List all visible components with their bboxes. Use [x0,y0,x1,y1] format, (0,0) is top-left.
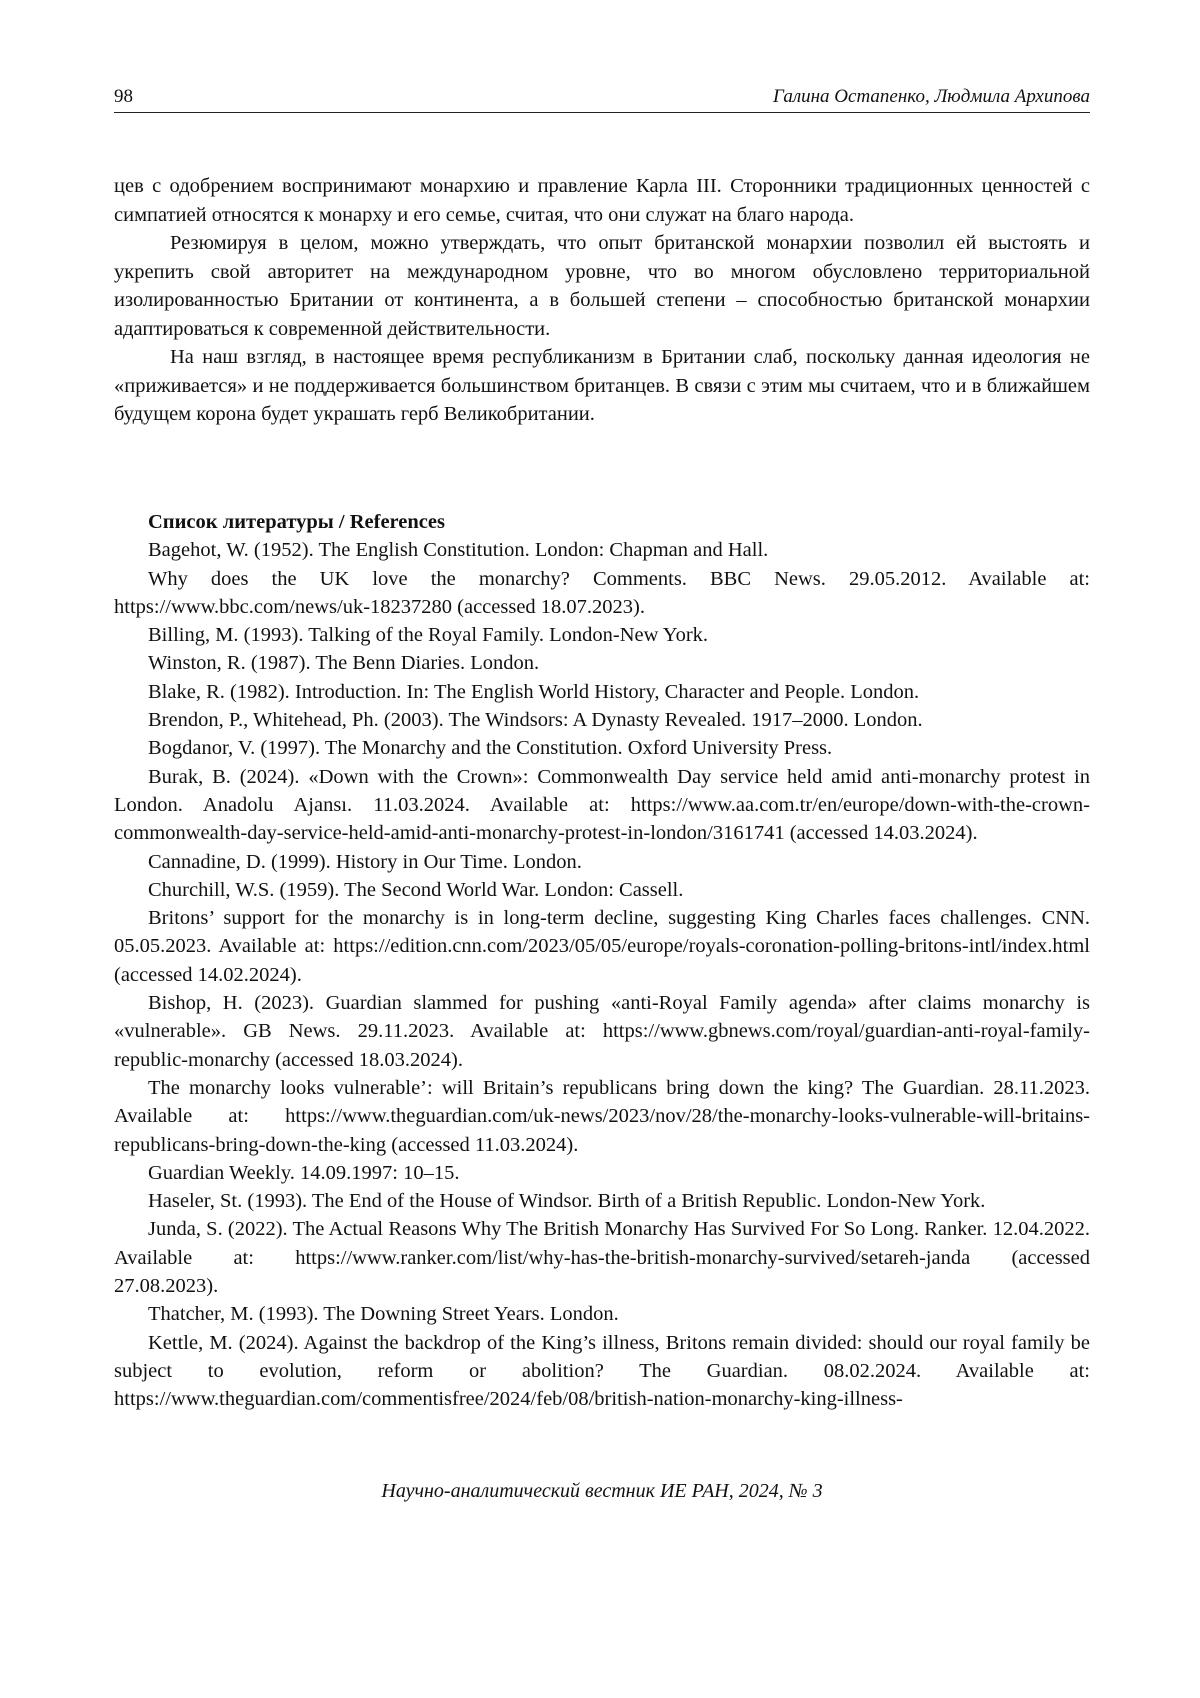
reference-item: Cannadine, D. (1999). History in Our Time. London. [148,850,582,873]
reference-item: Burak, B. (2024). «Down with the Crown»: Commonwealth Day service held amid anti-monarchy protest in London. Anadolu Ajansı. 11.03.2024. Available at: https://www.aa.com.tr/en/europe/down-with-the-crown-commonwealth-day-service-held-amid-anti-monarchy-protest-in-london/3161741 (accessed 14.03.2024). [114,765,1090,845]
journal-footer: Научно-аналитический вестник ИЕ РАН, 2024, № 3 [381,1480,823,1502]
body-paragraph: Резюмируя в целом, можно утверждать, что опыт британской монархии позволил ей выстоять и укрепить свой авторитет на международном уровне, что во многом обусловлено территориальной изолированностью Британии от континента, а в большей степени – способностью британской монархии адаптироваться к современной действительности. [114,232,1090,340]
reference-item: The monarchy looks vulnerable’: will Britain’s republicans bring down the king? The Guardian. 28.11.2023. Available at: https://www.theguardian.com/uk-news/2023/nov/28/the-monarchy-looks-vulnerable-will-britains-republicans-bring-down-the-king (accessed 11.03.2024). [114,1076,1090,1156]
references-section [114,508,1090,1414]
reference-item: Junda, S. (2022). The Actual Reasons Why The British Monarchy Has Survived For So Long. Ranker. 12.04.2022. Available at: https://www.ranker.com/list/why-has-the-british-monarchy-survived/setareh-janda (accessed 27.08.2023). [114,1218,1090,1298]
reference-item: Why does the UK love the monarchy? Comments. BBC News. 29.05.2012. Available at: https://www.bbc.com/news/uk-18237280 (accessed 18.07.2023). [114,567,1090,618]
reference-item: Britons’ support for the monarchy is in long-term decline, suggesting King Charles faces challenges. CNN. 05.05.2023. Available at: https://edition.cnn.com/2023/05/05/europe/royals-coronation-polling-britons-intl/index.html (accessed 14.02.2024). [114,907,1090,986]
reference-item: Winston, R. (1987). The Benn Diaries. London. [148,652,540,675]
reference-item: Billing, M. (1993). Talking of the Royal Family. London-New York. [148,624,709,647]
body-paragraph: цев с одобрением воспринимают монархию и правление Карла III. Сторонники традиционных ценностей с симпатией относятся к монарху и его семье, считая, что они служат на благо народа. [114,175,1090,226]
reference-item: Guardian Weekly. 14.09.1997: 10–15. [148,1161,460,1184]
reference-item: Bogdanor, V. (1997). The Monarchy and the Constitution. Oxford University Press. [148,737,833,760]
reference-item: Blake, R. (1982). Introduction. In: The English World History, Character and People. London. [148,680,920,703]
page-number: 98 [114,86,133,107]
article-body [114,172,1090,429]
running-head-authors: Галина Остапенко, Людмила Архипова [773,86,1090,107]
journal-page [114,0,1090,1698]
references-list [114,536,1090,1413]
reference-item: Thatcher, M. (1993). The Downing Street Years. London. [148,1303,619,1326]
reference-item: Haseler, St. (1993). The End of the House of Windsor. Birth of a British Republic. London-New York. [148,1190,986,1213]
reference-item: Kettle, M. (2024). Against the backdrop of the King’s illness, Britons remain divided: should our royal family be subject to evolution, reform or abolition? The Guardian. 08.02.2024. Available at: https://www.theguardian.com/commentisfree/2024/feb/08/british-nation-monarchy-king-illness- [114,1331,1090,1411]
references-heading: Список литературы / References [148,511,445,533]
running-head [114,86,1090,113]
body-paragraph: На наш взгляд, в настоящее время республиканизм в Британии слаб, поскольку данная идеология не «приживается» и не поддерживается большинством британцев. В связи с этим мы считаем, что и в ближайшем будущем корона будет украшать герб Великобритании. [114,346,1090,425]
reference-item: Churchill, W.S. (1959). The Second World War. London: Cassell. [148,878,684,901]
reference-item: Brendon, P., Whitehead, Ph. (2003). The Windsors: A Dynasty Revealed. 1917–2000. London. [148,709,923,732]
reference-item: Bagehot, W. (1952). The English Constitution. London: Chapman and Hall. [148,539,769,562]
reference-item: Bishop, H. (2023). Guardian slammed for pushing «anti-Royal Family agenda» after claims monarchy is «vulnerable». GB News. 29.11.2023. Available at: https://www.gbnews.com/royal/guardian-anti-royal-family-republic-monarchy (accessed 18.03.2024). [114,992,1090,1071]
